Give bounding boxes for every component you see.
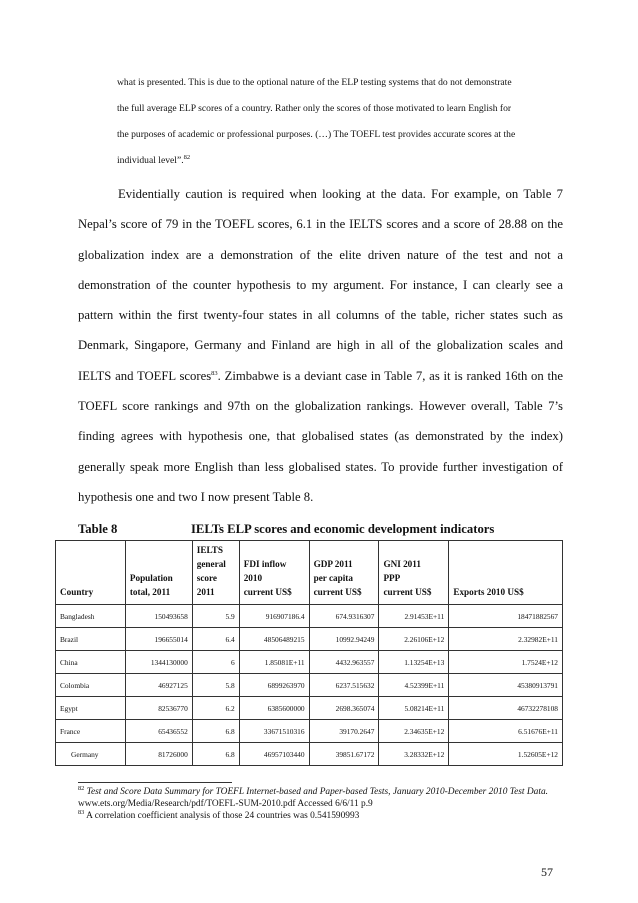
cell-gdp: 6237.515632 (309, 674, 379, 697)
cell-gdp: 2698.365074 (309, 697, 379, 720)
header-gni: GNI 2011 PPP current US$ (379, 541, 449, 605)
cell-ielts: 6.4 (192, 628, 239, 651)
header-fdi-inflow: FDI inflow 2010 current US$ (239, 541, 309, 605)
header-gdp: GDP 2011 per capita current US$ (309, 541, 379, 605)
cell-ielts: 6.8 (192, 743, 239, 766)
cell-gdp: 39170.2647 (309, 720, 379, 743)
cell-country: Bangladesh (56, 605, 126, 628)
cell-gni: 2.34635E+12 (379, 720, 449, 743)
cell-fdi: 6899263970 (239, 674, 309, 697)
cell-population: 81726000 (125, 743, 192, 766)
cell-gdp: 4432.963557 (309, 651, 379, 674)
footnotes (78, 786, 563, 822)
paragraph-text-2: . Zimbabwe is a deviant case in Table 7, as it is ranked 16th on the TOEFL score rankings and 97th on the globalization rankings. However overall, Table 7’s finding agrees with hypothesis one, that globalised states (as demonstrated by the index) generally speak more English than less globalised states. To provide further investigation of hypothesis one and two I now present Table 8. (78, 368, 563, 504)
footnote-83 (78, 810, 563, 822)
table-caption-title: IELTs ELP scores and economic development indicators (191, 522, 495, 536)
quote-line: what is presented. This is due to the optional nature of the ELP testing systems that do not demonstrate (117, 77, 512, 88)
table-row (56, 605, 563, 628)
footnote-number: 83 (78, 808, 85, 816)
header-country: Country (56, 541, 126, 605)
quote-line: the full average ELP scores of a country. Rather only the scores of those motivated to learn English for (117, 103, 512, 114)
cell-population: 196655014 (125, 628, 192, 651)
cell-exports: 6.51676E+11 (449, 720, 563, 743)
cell-exports: 1.52605E+12 (449, 743, 563, 766)
cell-fdi: 48506489215 (239, 628, 309, 651)
cell-gdp: 39851.67172 (309, 743, 379, 766)
paragraph-text-1: Evidentially caution is required when looking at the data. For example, on Table 7 Nepal’s score of 79 in the TOEFL scores, 6.1 in the IELTS scores and a score of 28.88 on the globalization index are a demonstration of the elite driven nature of the test and not a demonstration of the counter hypothesis to my argument. For instance, I can clearly see a pattern within the first twenty-four states in all columns of the table, richer states such as Denmark, Singapore, Germany and Finland are high in all of the globalization scales and IELTS and TOEFL scores (78, 187, 563, 383)
cell-gdp: 10992.94249 (309, 628, 379, 651)
footnote-82 (78, 786, 563, 810)
footnote-text: A correlation coefficient analysis of those 24 countries was 0.541590993 (86, 811, 360, 821)
table-row (56, 674, 563, 697)
cell-population: 46927125 (125, 674, 192, 697)
cell-country: Egypt (56, 697, 126, 720)
footnote-ref-83[interactable]: 83 (211, 369, 218, 377)
footnote-ref-82[interactable]: 82 (183, 153, 191, 161)
cell-exports: 1.7524E+12 (449, 651, 563, 674)
cell-country: Brazil (56, 628, 126, 651)
table-header-row (56, 541, 563, 605)
cell-ielts: 5.9 (192, 605, 239, 628)
table-row (56, 628, 563, 651)
cell-exports: 46732278108 (449, 697, 563, 720)
cell-population: 65436552 (125, 720, 192, 743)
cell-fdi: 33671510316 (239, 720, 309, 743)
cell-gni: 5.08214E+11 (379, 697, 449, 720)
block-quote (117, 70, 562, 174)
cell-country: Germany (56, 743, 126, 766)
header-ielts-score: IELTS general score 2011 (192, 541, 239, 605)
cell-fdi: 6385600000 (239, 697, 309, 720)
footnote-divider (78, 782, 232, 783)
table-row (56, 651, 563, 674)
cell-population: 82536770 (125, 697, 192, 720)
table-row (56, 697, 563, 720)
cell-country: Colombia (56, 674, 126, 697)
cell-exports: 18471882567 (449, 605, 563, 628)
cell-gni: 4.52399E+11 (379, 674, 449, 697)
cell-exports: 45380913791 (449, 674, 563, 697)
footnote-text: www.ets.org/Media/Research/pdf/TOEFL-SUM-2010.pdf Accessed 6/6/11 p.9 (78, 799, 373, 809)
cell-ielts: 6 (192, 651, 239, 674)
quote-line: the purposes of academic or professional purposes. (…) The TOEFL test provides accurate scores at the (117, 129, 516, 140)
cell-country: France (56, 720, 126, 743)
header-exports: Exports 2010 US$ (449, 541, 563, 605)
header-population: Population total, 2011 (125, 541, 192, 605)
cell-country: China (56, 651, 126, 674)
table-row (56, 720, 563, 743)
cell-gni: 2.26106E+12 (379, 628, 449, 651)
page-number: 57 (541, 865, 553, 879)
quote-line-text: individual level”. (117, 155, 184, 166)
elp-economic-table (55, 540, 563, 766)
body-paragraph (78, 179, 563, 512)
cell-fdi: 916907186.4 (239, 605, 309, 628)
cell-ielts: 6.2 (192, 697, 239, 720)
cell-gni: 2.91453E+11 (379, 605, 449, 628)
cell-fdi: 46957103440 (239, 743, 309, 766)
table-row (56, 743, 563, 766)
cell-population: 1344130000 (125, 651, 192, 674)
cell-fdi: 1.85081E+11 (239, 651, 309, 674)
cell-gni: 1.13254E+13 (379, 651, 449, 674)
footnote-number: 82 (78, 784, 85, 792)
cell-exports: 2.32982E+11 (449, 628, 563, 651)
footnote-citation-title: Test and Score Data Summary for TOEFL Internet-based and Paper-based Tests, January 2010-December 2010 Test Data. (86, 787, 548, 797)
cell-population: 150493658 (125, 605, 192, 628)
cell-ielts: 6.8 (192, 720, 239, 743)
quote-line (117, 148, 562, 174)
table-caption-label: Table 8 (78, 522, 118, 536)
cell-gdp: 674.9316307 (309, 605, 379, 628)
cell-gni: 3.28332E+12 (379, 743, 449, 766)
cell-ielts: 5.8 (192, 674, 239, 697)
